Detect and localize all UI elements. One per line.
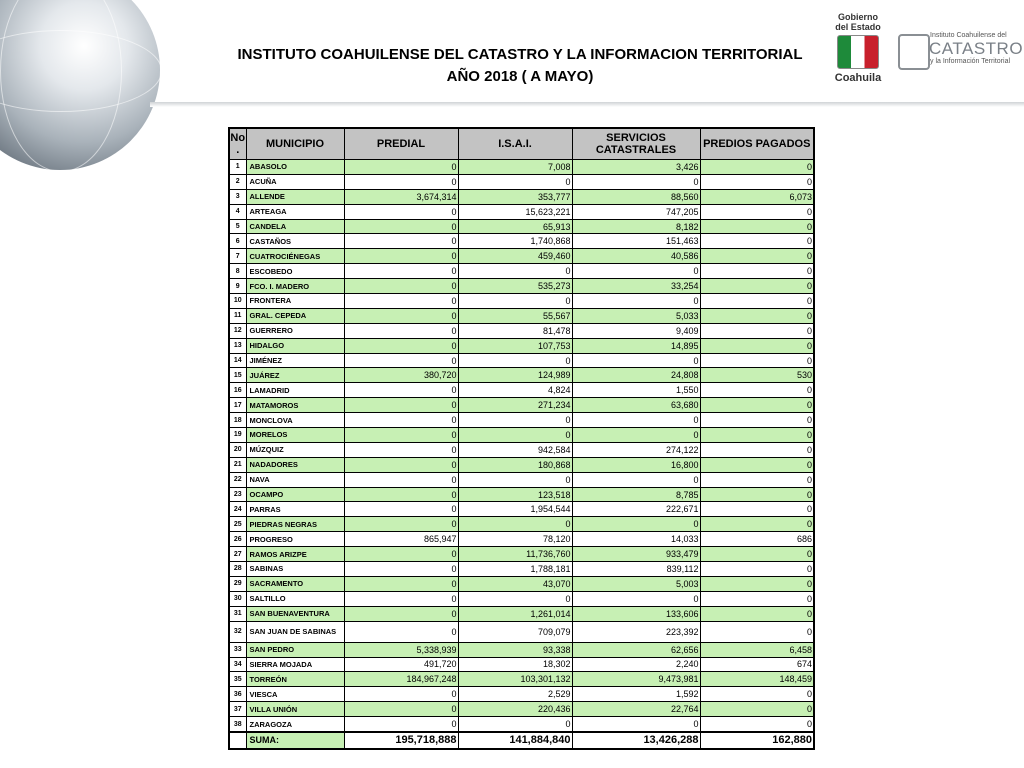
- servicios-cell: 16,800: [572, 457, 700, 472]
- no-cell: 24: [229, 502, 246, 517]
- predios-cell: 0: [700, 383, 814, 398]
- predios-cell: 0: [700, 621, 814, 642]
- no-cell: 16: [229, 383, 246, 398]
- table-header-row: [229, 128, 814, 160]
- no-cell: 15: [229, 368, 246, 383]
- isai-cell: 1,954,544: [458, 502, 572, 517]
- municipio-cell: PROGRESO: [246, 532, 344, 547]
- municipio-cell: ALLENDE: [246, 189, 344, 204]
- no-cell: 22: [229, 472, 246, 487]
- municipio-cell: SAN PEDRO: [246, 642, 344, 657]
- municipios-table: [228, 127, 815, 750]
- predios-cell: 0: [700, 502, 814, 517]
- servicios-cell: 151,463: [572, 234, 700, 249]
- predial-cell: 0: [344, 547, 458, 562]
- isai-cell: 18,302: [458, 657, 572, 672]
- isai-cell: 2,529: [458, 687, 572, 702]
- no-cell: 33: [229, 642, 246, 657]
- no-cell: 19: [229, 428, 246, 443]
- servicios-cell: 5,003: [572, 576, 700, 591]
- isai-cell: 7,008: [458, 160, 572, 175]
- isai-cell: 124,989: [458, 368, 572, 383]
- no-cell: 34: [229, 657, 246, 672]
- predios-cell: 0: [700, 702, 814, 717]
- isai-cell: 55,567: [458, 308, 572, 323]
- no-cell: 29: [229, 576, 246, 591]
- predial-cell: 0: [344, 517, 458, 532]
- no-cell: 35: [229, 672, 246, 687]
- servicios-cell: 1,592: [572, 687, 700, 702]
- header-predios: PREDIOS PAGADOS: [700, 128, 814, 160]
- predios-cell: 0: [700, 606, 814, 621]
- table-body: [229, 160, 814, 732]
- predios-cell: 0: [700, 442, 814, 457]
- isai-cell: 709,079: [458, 621, 572, 642]
- servicios-cell: 14,033: [572, 532, 700, 547]
- table-row: [229, 442, 814, 457]
- gobierno-coahuila-logo: [826, 12, 890, 92]
- table-row: [229, 428, 814, 443]
- sum-isai: 141,884,840: [458, 732, 572, 749]
- predial-cell: 0: [344, 279, 458, 294]
- municipio-cell: SAN BUENAVENTURA: [246, 606, 344, 621]
- municipio-cell: ABASOLO: [246, 160, 344, 175]
- isai-cell: 0: [458, 294, 572, 309]
- predial-cell: 0: [344, 576, 458, 591]
- no-cell: 31: [229, 606, 246, 621]
- title-line-1: INSTITUTO COAHUILENSE DEL CATASTRO Y LA INFORMACION TERRITORIAL: [237, 46, 803, 63]
- gobierno-logo-line-2: del Estado: [835, 22, 881, 32]
- table-row: [229, 264, 814, 279]
- table-row: [229, 294, 814, 309]
- no-cell: 10: [229, 294, 246, 309]
- no-cell: 27: [229, 547, 246, 562]
- predial-cell: 0: [344, 591, 458, 606]
- predial-cell: 0: [344, 687, 458, 702]
- table-row: [229, 487, 814, 502]
- predial-cell: 0: [344, 174, 458, 189]
- predial-cell: 0: [344, 294, 458, 309]
- predial-cell: 0: [344, 472, 458, 487]
- predios-cell: 0: [700, 687, 814, 702]
- predios-cell: 0: [700, 591, 814, 606]
- isai-cell: 1,740,868: [458, 234, 572, 249]
- table-row: [229, 642, 814, 657]
- servicios-cell: 223,392: [572, 621, 700, 642]
- municipio-cell: VIESCA: [246, 687, 344, 702]
- servicios-cell: 0: [572, 353, 700, 368]
- no-cell: 26: [229, 532, 246, 547]
- predial-cell: 0: [344, 338, 458, 353]
- municipio-cell: NAVA: [246, 472, 344, 487]
- municipio-cell: ZARAGOZA: [246, 717, 344, 732]
- predios-cell: 0: [700, 160, 814, 175]
- isai-cell: 4,824: [458, 383, 572, 398]
- isai-cell: 180,868: [458, 457, 572, 472]
- predial-cell: 0: [344, 562, 458, 577]
- table-row: [229, 702, 814, 717]
- table-row: [229, 687, 814, 702]
- table-row: [229, 338, 814, 353]
- servicios-cell: 0: [572, 428, 700, 443]
- predial-cell: 0: [344, 702, 458, 717]
- no-cell: 12: [229, 323, 246, 338]
- servicios-cell: 839,112: [572, 562, 700, 577]
- catastro-logo-top: Instituto Coahuilense del: [930, 32, 1007, 39]
- municipio-cell: SALTILLO: [246, 591, 344, 606]
- isai-cell: 103,301,132: [458, 672, 572, 687]
- servicios-cell: 33,254: [572, 279, 700, 294]
- isai-cell: 93,338: [458, 642, 572, 657]
- predial-cell: 0: [344, 234, 458, 249]
- predios-cell: 0: [700, 294, 814, 309]
- predial-cell: 0: [344, 249, 458, 264]
- predios-cell: 0: [700, 576, 814, 591]
- catastro-logo: [898, 32, 1024, 72]
- municipio-cell: GRAL. CEPEDA: [246, 308, 344, 323]
- isai-cell: 107,753: [458, 338, 572, 353]
- isai-cell: 0: [458, 472, 572, 487]
- no-cell: 25: [229, 517, 246, 532]
- sum-label: SUMA:: [246, 732, 344, 749]
- no-cell: 3: [229, 189, 246, 204]
- sum-row: [229, 732, 814, 749]
- catastro-map-icon: [898, 34, 930, 70]
- isai-cell: 535,273: [458, 279, 572, 294]
- no-cell: 5: [229, 219, 246, 234]
- predial-cell: 5,338,939: [344, 642, 458, 657]
- municipio-cell: MONCLOVA: [246, 413, 344, 428]
- servicios-cell: 933,479: [572, 547, 700, 562]
- table-row: [229, 547, 814, 562]
- municipio-cell: NADADORES: [246, 457, 344, 472]
- predios-cell: 0: [700, 219, 814, 234]
- servicios-cell: 0: [572, 517, 700, 532]
- predial-cell: 0: [344, 219, 458, 234]
- table-row: [229, 532, 814, 547]
- predial-cell: 0: [344, 204, 458, 219]
- predial-cell: 0: [344, 413, 458, 428]
- predial-cell: 0: [344, 487, 458, 502]
- table-row: [229, 413, 814, 428]
- servicios-cell: 8,182: [572, 219, 700, 234]
- predial-cell: 0: [344, 457, 458, 472]
- predios-cell: 0: [700, 204, 814, 219]
- no-cell: 14: [229, 353, 246, 368]
- sum-predios: 162,880: [700, 732, 814, 749]
- no-cell: 2: [229, 174, 246, 189]
- no-cell: 30: [229, 591, 246, 606]
- predial-cell: 491,720: [344, 657, 458, 672]
- header-servicios: SERVICIOS CATASTRALES: [572, 128, 700, 160]
- coat-of-arms-icon: [837, 35, 879, 69]
- servicios-cell: 222,671: [572, 502, 700, 517]
- predios-cell: 0: [700, 717, 814, 732]
- table-row: [229, 219, 814, 234]
- table-row: [229, 517, 814, 532]
- predial-cell: 865,947: [344, 532, 458, 547]
- municipio-cell: FCO. I. MADERO: [246, 279, 344, 294]
- municipio-cell: SABINAS: [246, 562, 344, 577]
- table-row: [229, 323, 814, 338]
- predios-cell: 6,458: [700, 642, 814, 657]
- servicios-cell: 133,606: [572, 606, 700, 621]
- no-cell: 21: [229, 457, 246, 472]
- predial-cell: 0: [344, 398, 458, 413]
- no-cell: 36: [229, 687, 246, 702]
- servicios-cell: 22,764: [572, 702, 700, 717]
- municipio-cell: ARTEAGA: [246, 204, 344, 219]
- predios-cell: 686: [700, 532, 814, 547]
- servicios-cell: 1,550: [572, 383, 700, 398]
- predial-cell: 0: [344, 160, 458, 175]
- servicios-cell: 0: [572, 591, 700, 606]
- isai-cell: 123,518: [458, 487, 572, 502]
- predios-cell: 0: [700, 487, 814, 502]
- table-row: [229, 657, 814, 672]
- predios-cell: 0: [700, 279, 814, 294]
- servicios-cell: 0: [572, 717, 700, 732]
- servicios-cell: 40,586: [572, 249, 700, 264]
- municipio-cell: PIEDRAS NEGRAS: [246, 517, 344, 532]
- sum-servicios: 13,426,288: [572, 732, 700, 749]
- predios-cell: 674: [700, 657, 814, 672]
- municipio-cell: GUERRERO: [246, 323, 344, 338]
- table-row: [229, 353, 814, 368]
- isai-cell: 459,460: [458, 249, 572, 264]
- isai-cell: 353,777: [458, 189, 572, 204]
- isai-cell: 271,234: [458, 398, 572, 413]
- servicios-cell: 8,785: [572, 487, 700, 502]
- table-row: [229, 204, 814, 219]
- header-divider: [150, 102, 1024, 107]
- predial-cell: 0: [344, 606, 458, 621]
- no-cell: 20: [229, 442, 246, 457]
- no-cell: 13: [229, 338, 246, 353]
- isai-cell: 0: [458, 591, 572, 606]
- predios-cell: 0: [700, 547, 814, 562]
- municipio-cell: SACRAMENTO: [246, 576, 344, 591]
- predios-cell: 0: [700, 323, 814, 338]
- page-title: [230, 44, 810, 88]
- servicios-cell: 0: [572, 264, 700, 279]
- isai-cell: 78,120: [458, 532, 572, 547]
- servicios-cell: 747,205: [572, 204, 700, 219]
- no-cell: 23: [229, 487, 246, 502]
- no-cell: 11: [229, 308, 246, 323]
- isai-cell: 1,261,014: [458, 606, 572, 621]
- header-predial: PREDIAL: [344, 128, 458, 160]
- servicios-cell: 3,426: [572, 160, 700, 175]
- servicios-cell: 62,656: [572, 642, 700, 657]
- table-row: [229, 308, 814, 323]
- isai-cell: 0: [458, 517, 572, 532]
- municipio-cell: CUATROCIÉNEGAS: [246, 249, 344, 264]
- servicios-cell: 14,895: [572, 338, 700, 353]
- table-row: [229, 621, 814, 642]
- table-row: [229, 279, 814, 294]
- predios-cell: 0: [700, 264, 814, 279]
- predios-cell: 148,459: [700, 672, 814, 687]
- municipio-cell: JIMÉNEZ: [246, 353, 344, 368]
- isai-cell: 220,436: [458, 702, 572, 717]
- table-row: [229, 383, 814, 398]
- predios-cell: 0: [700, 562, 814, 577]
- predial-cell: 0: [344, 308, 458, 323]
- isai-cell: 0: [458, 413, 572, 428]
- predial-cell: 0: [344, 264, 458, 279]
- municipio-cell: JUÁREZ: [246, 368, 344, 383]
- predios-cell: 0: [700, 472, 814, 487]
- gobierno-logo-line-1: Gobierno: [838, 12, 878, 22]
- municipio-cell: ACUÑA: [246, 174, 344, 189]
- globe-graphic: [0, 0, 160, 170]
- isai-cell: 11,736,760: [458, 547, 572, 562]
- catastro-logo-main: CATASTRO: [929, 39, 1024, 58]
- title-line-2: AÑO 2018 ( A MAYO): [446, 68, 594, 85]
- predios-cell: 6,073: [700, 189, 814, 204]
- municipio-cell: LAMADRID: [246, 383, 344, 398]
- municipio-cell: TORREÓN: [246, 672, 344, 687]
- predial-cell: 380,720: [344, 368, 458, 383]
- predios-cell: 0: [700, 338, 814, 353]
- isai-cell: 15,623,221: [458, 204, 572, 219]
- table-row: [229, 717, 814, 732]
- predial-cell: 0: [344, 717, 458, 732]
- isai-cell: 1,788,181: [458, 562, 572, 577]
- isai-cell: 0: [458, 353, 572, 368]
- municipio-cell: MÚZQUIZ: [246, 442, 344, 457]
- municipio-cell: FRONTERA: [246, 294, 344, 309]
- predios-cell: 0: [700, 249, 814, 264]
- predios-cell: 0: [700, 413, 814, 428]
- municipio-cell: MORELOS: [246, 428, 344, 443]
- isai-cell: 0: [458, 428, 572, 443]
- municipio-cell: SAN JUAN DE SABINAS: [246, 621, 344, 642]
- table-row: [229, 591, 814, 606]
- table-row: [229, 160, 814, 175]
- no-cell: 7: [229, 249, 246, 264]
- predial-cell: 3,674,314: [344, 189, 458, 204]
- servicios-cell: 88,560: [572, 189, 700, 204]
- no-cell: 32: [229, 621, 246, 642]
- predios-cell: 0: [700, 308, 814, 323]
- predial-cell: 0: [344, 353, 458, 368]
- predial-cell: 0: [344, 621, 458, 642]
- isai-cell: 942,584: [458, 442, 572, 457]
- municipio-cell: VILLA UNIÓN: [246, 702, 344, 717]
- gobierno-logo-state: Coahuila: [834, 72, 882, 84]
- predial-cell: 0: [344, 383, 458, 398]
- no-cell: 9: [229, 279, 246, 294]
- predios-cell: 0: [700, 457, 814, 472]
- predial-cell: 0: [344, 323, 458, 338]
- no-cell: 18: [229, 413, 246, 428]
- table-row: [229, 249, 814, 264]
- table-row: [229, 502, 814, 517]
- header-isai: I.S.A.I.: [458, 128, 572, 160]
- sum-no-cell: [229, 732, 246, 749]
- table-row: [229, 562, 814, 577]
- table-row: [229, 576, 814, 591]
- predios-cell: 0: [700, 398, 814, 413]
- no-cell: 4: [229, 204, 246, 219]
- isai-cell: 0: [458, 264, 572, 279]
- table-row: [229, 457, 814, 472]
- predial-cell: 184,967,248: [344, 672, 458, 687]
- isai-cell: 43,070: [458, 576, 572, 591]
- table-row: [229, 174, 814, 189]
- no-cell: 6: [229, 234, 246, 249]
- servicios-cell: 0: [572, 174, 700, 189]
- servicios-cell: 5,033: [572, 308, 700, 323]
- municipio-cell: OCAMPO: [246, 487, 344, 502]
- table-row: [229, 672, 814, 687]
- no-cell: 37: [229, 702, 246, 717]
- table-row: [229, 472, 814, 487]
- predios-cell: 0: [700, 234, 814, 249]
- servicios-cell: 9,473,981: [572, 672, 700, 687]
- municipio-cell: HIDALGO: [246, 338, 344, 353]
- isai-cell: 65,913: [458, 219, 572, 234]
- no-cell: 1: [229, 160, 246, 175]
- predios-cell: 530: [700, 368, 814, 383]
- predios-cell: 0: [700, 353, 814, 368]
- no-cell: 38: [229, 717, 246, 732]
- predial-cell: 0: [344, 428, 458, 443]
- predial-cell: 0: [344, 442, 458, 457]
- municipio-cell: ESCOBEDO: [246, 264, 344, 279]
- servicios-cell: 0: [572, 472, 700, 487]
- table-row: [229, 189, 814, 204]
- no-cell: 28: [229, 562, 246, 577]
- catastro-logo-bottom: y la Información Territorial: [930, 58, 1011, 65]
- isai-cell: 0: [458, 717, 572, 732]
- header-no: No .: [229, 128, 246, 160]
- servicios-cell: 24,808: [572, 368, 700, 383]
- servicios-cell: 63,680: [572, 398, 700, 413]
- municipio-cell: CANDELA: [246, 219, 344, 234]
- no-cell: 17: [229, 398, 246, 413]
- table-row: [229, 398, 814, 413]
- municipio-cell: CASTAÑOS: [246, 234, 344, 249]
- servicios-cell: 2,240: [572, 657, 700, 672]
- table-row: [229, 368, 814, 383]
- table-row: [229, 234, 814, 249]
- municipio-cell: MATAMOROS: [246, 398, 344, 413]
- table-row: [229, 606, 814, 621]
- globe-parallel: [0, 30, 162, 112]
- municipio-cell: SIERRA MOJADA: [246, 657, 344, 672]
- municipio-cell: RAMOS ARIZPE: [246, 547, 344, 562]
- predial-cell: 0: [344, 502, 458, 517]
- sum-predial: 195,718,888: [344, 732, 458, 749]
- header-municipio: MUNICIPIO: [246, 128, 344, 160]
- predios-cell: 0: [700, 428, 814, 443]
- servicios-cell: 0: [572, 413, 700, 428]
- isai-cell: 0: [458, 174, 572, 189]
- servicios-cell: 0: [572, 294, 700, 309]
- no-cell: 8: [229, 264, 246, 279]
- predios-cell: 0: [700, 517, 814, 532]
- isai-cell: 81,478: [458, 323, 572, 338]
- servicios-cell: 9,409: [572, 323, 700, 338]
- municipio-cell: PARRAS: [246, 502, 344, 517]
- servicios-cell: 274,122: [572, 442, 700, 457]
- predios-cell: 0: [700, 174, 814, 189]
